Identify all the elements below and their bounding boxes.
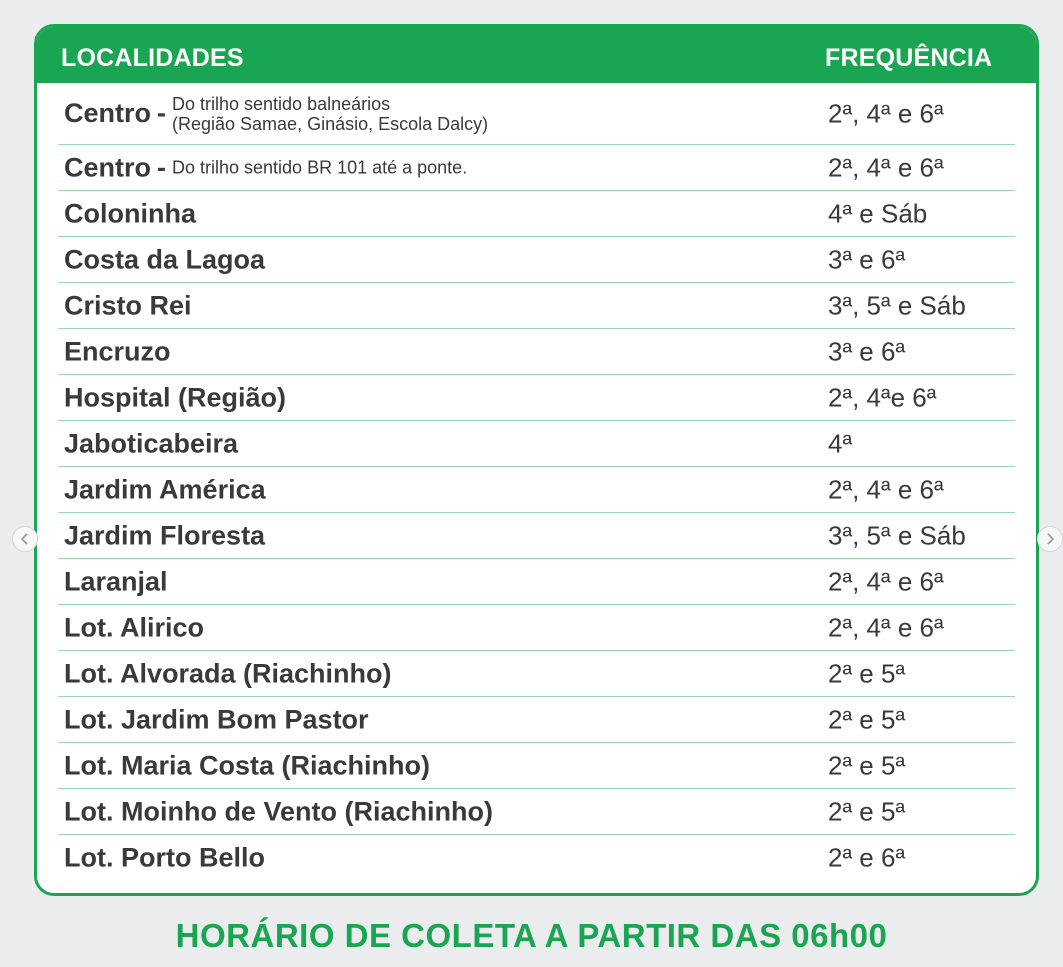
location-name: Jardim Floresta [64,520,266,550]
location-note-line: Do trilho sentido BR 101 até a ponte. [172,157,468,178]
location-name: Lot. Porto Bello [64,842,265,873]
location-separator: - [157,98,166,128]
table-row [58,743,1015,789]
location-name: Centro [64,152,151,182]
header-frequencia: FREQUÊNCIA [825,44,993,72]
location-name: Lot. Alvorada (Riachinho) [64,658,392,688]
table-row [58,283,1015,329]
location-cell [64,290,192,321]
table-row [58,83,1015,145]
collection-time-notice: HORÁRIO DE COLETA A PARTIR DAS 06h00 [175,917,888,954]
location-name: Lot. Maria Costa (Riachinho) [64,750,431,780]
location-name: Encruzo [64,336,171,366]
frequency-cell: 2ª, 4ª e 6ª [828,152,944,182]
location-name: Cristo Rei [64,290,192,320]
table-row [58,421,1015,467]
location-cell [64,566,168,597]
location-name: Hospital (Região) [64,382,287,412]
frequency-cell: 2ª, 4ª e 6ª [828,98,944,128]
carousel-prev-button[interactable] [12,526,38,552]
schedule-card [34,24,1039,896]
location-cell [64,198,196,229]
location-name: Jaboticabeira [64,428,239,458]
table-row [58,835,1015,881]
frequency-cell: 2ª, 4ªe 6ª [828,382,937,412]
frequency-cell: 2ª, 4ª e 6ª [828,566,944,596]
location-note [172,94,488,134]
location-name: Lot. Jardim Bom Pastor [64,704,369,734]
table-row [58,513,1015,559]
table-row [58,697,1015,743]
table-row [58,559,1015,605]
location-cell [64,244,265,275]
location-name: Centro [64,98,151,128]
frequency-cell: 2ª e 5ª [828,704,906,734]
frequency-cell: 2ª e 5ª [828,750,906,780]
table-row [58,789,1015,835]
location-name: Laranjal [64,566,168,596]
frequency-cell: 2ª, 4ª e 6ª [828,474,944,504]
location-cell [64,704,369,735]
frequency-cell: 2ª e 6ª [828,842,906,873]
location-cell [64,796,493,827]
location-name: Lot. Alirico [64,612,204,642]
table-row [58,329,1015,375]
header-localidades: LOCALIDADES [61,44,244,72]
frequency-cell: 4ª [828,428,853,458]
frequency-cell: 3ª e 6ª [828,244,906,274]
location-name: Costa da Lagoa [64,244,266,274]
table-row [58,237,1015,283]
table-row [58,467,1015,513]
location-cell [64,428,238,459]
carousel-next-button[interactable] [1037,526,1063,552]
location-cell [64,382,286,413]
table-row [58,651,1015,697]
location-cell [64,94,488,134]
chevron-left-icon [19,533,31,545]
location-cell [64,750,430,781]
frequency-cell: 3ª, 5ª e Sáb [828,290,966,320]
location-name: Jardim América [64,474,266,504]
frequency-cell: 2ª e 5ª [828,796,906,826]
location-cell [64,520,265,551]
location-note-line: (Região Samae, Ginásio, Escola Dalcy) [172,113,489,134]
frequency-cell: 3ª, 5ª e Sáb [828,520,966,550]
frequency-cell: 4ª e Sáb [828,198,928,228]
table-header [37,27,1036,83]
location-cell [64,336,171,367]
location-name: Coloninha [64,198,196,228]
frequency-cell: 2ª, 4ª e 6ª [828,612,944,642]
location-name: Lot. Moinho de Vento (Riachinho) [64,796,493,826]
location-cell [64,658,392,689]
location-separator: - [157,152,166,182]
chevron-right-icon [1044,533,1056,545]
location-cell [64,843,265,874]
frequency-cell: 2ª e 5ª [828,658,906,688]
location-note [172,158,467,178]
location-note-line: Do trilho sentido balneários [172,93,391,114]
table-row [58,191,1015,237]
table-body [37,83,1036,881]
table-row [58,375,1015,421]
location-cell [64,612,204,643]
table-row [58,605,1015,651]
location-cell [64,152,467,183]
frequency-cell: 3ª e 6ª [828,336,906,366]
location-cell [64,474,266,505]
table-row [58,145,1015,191]
